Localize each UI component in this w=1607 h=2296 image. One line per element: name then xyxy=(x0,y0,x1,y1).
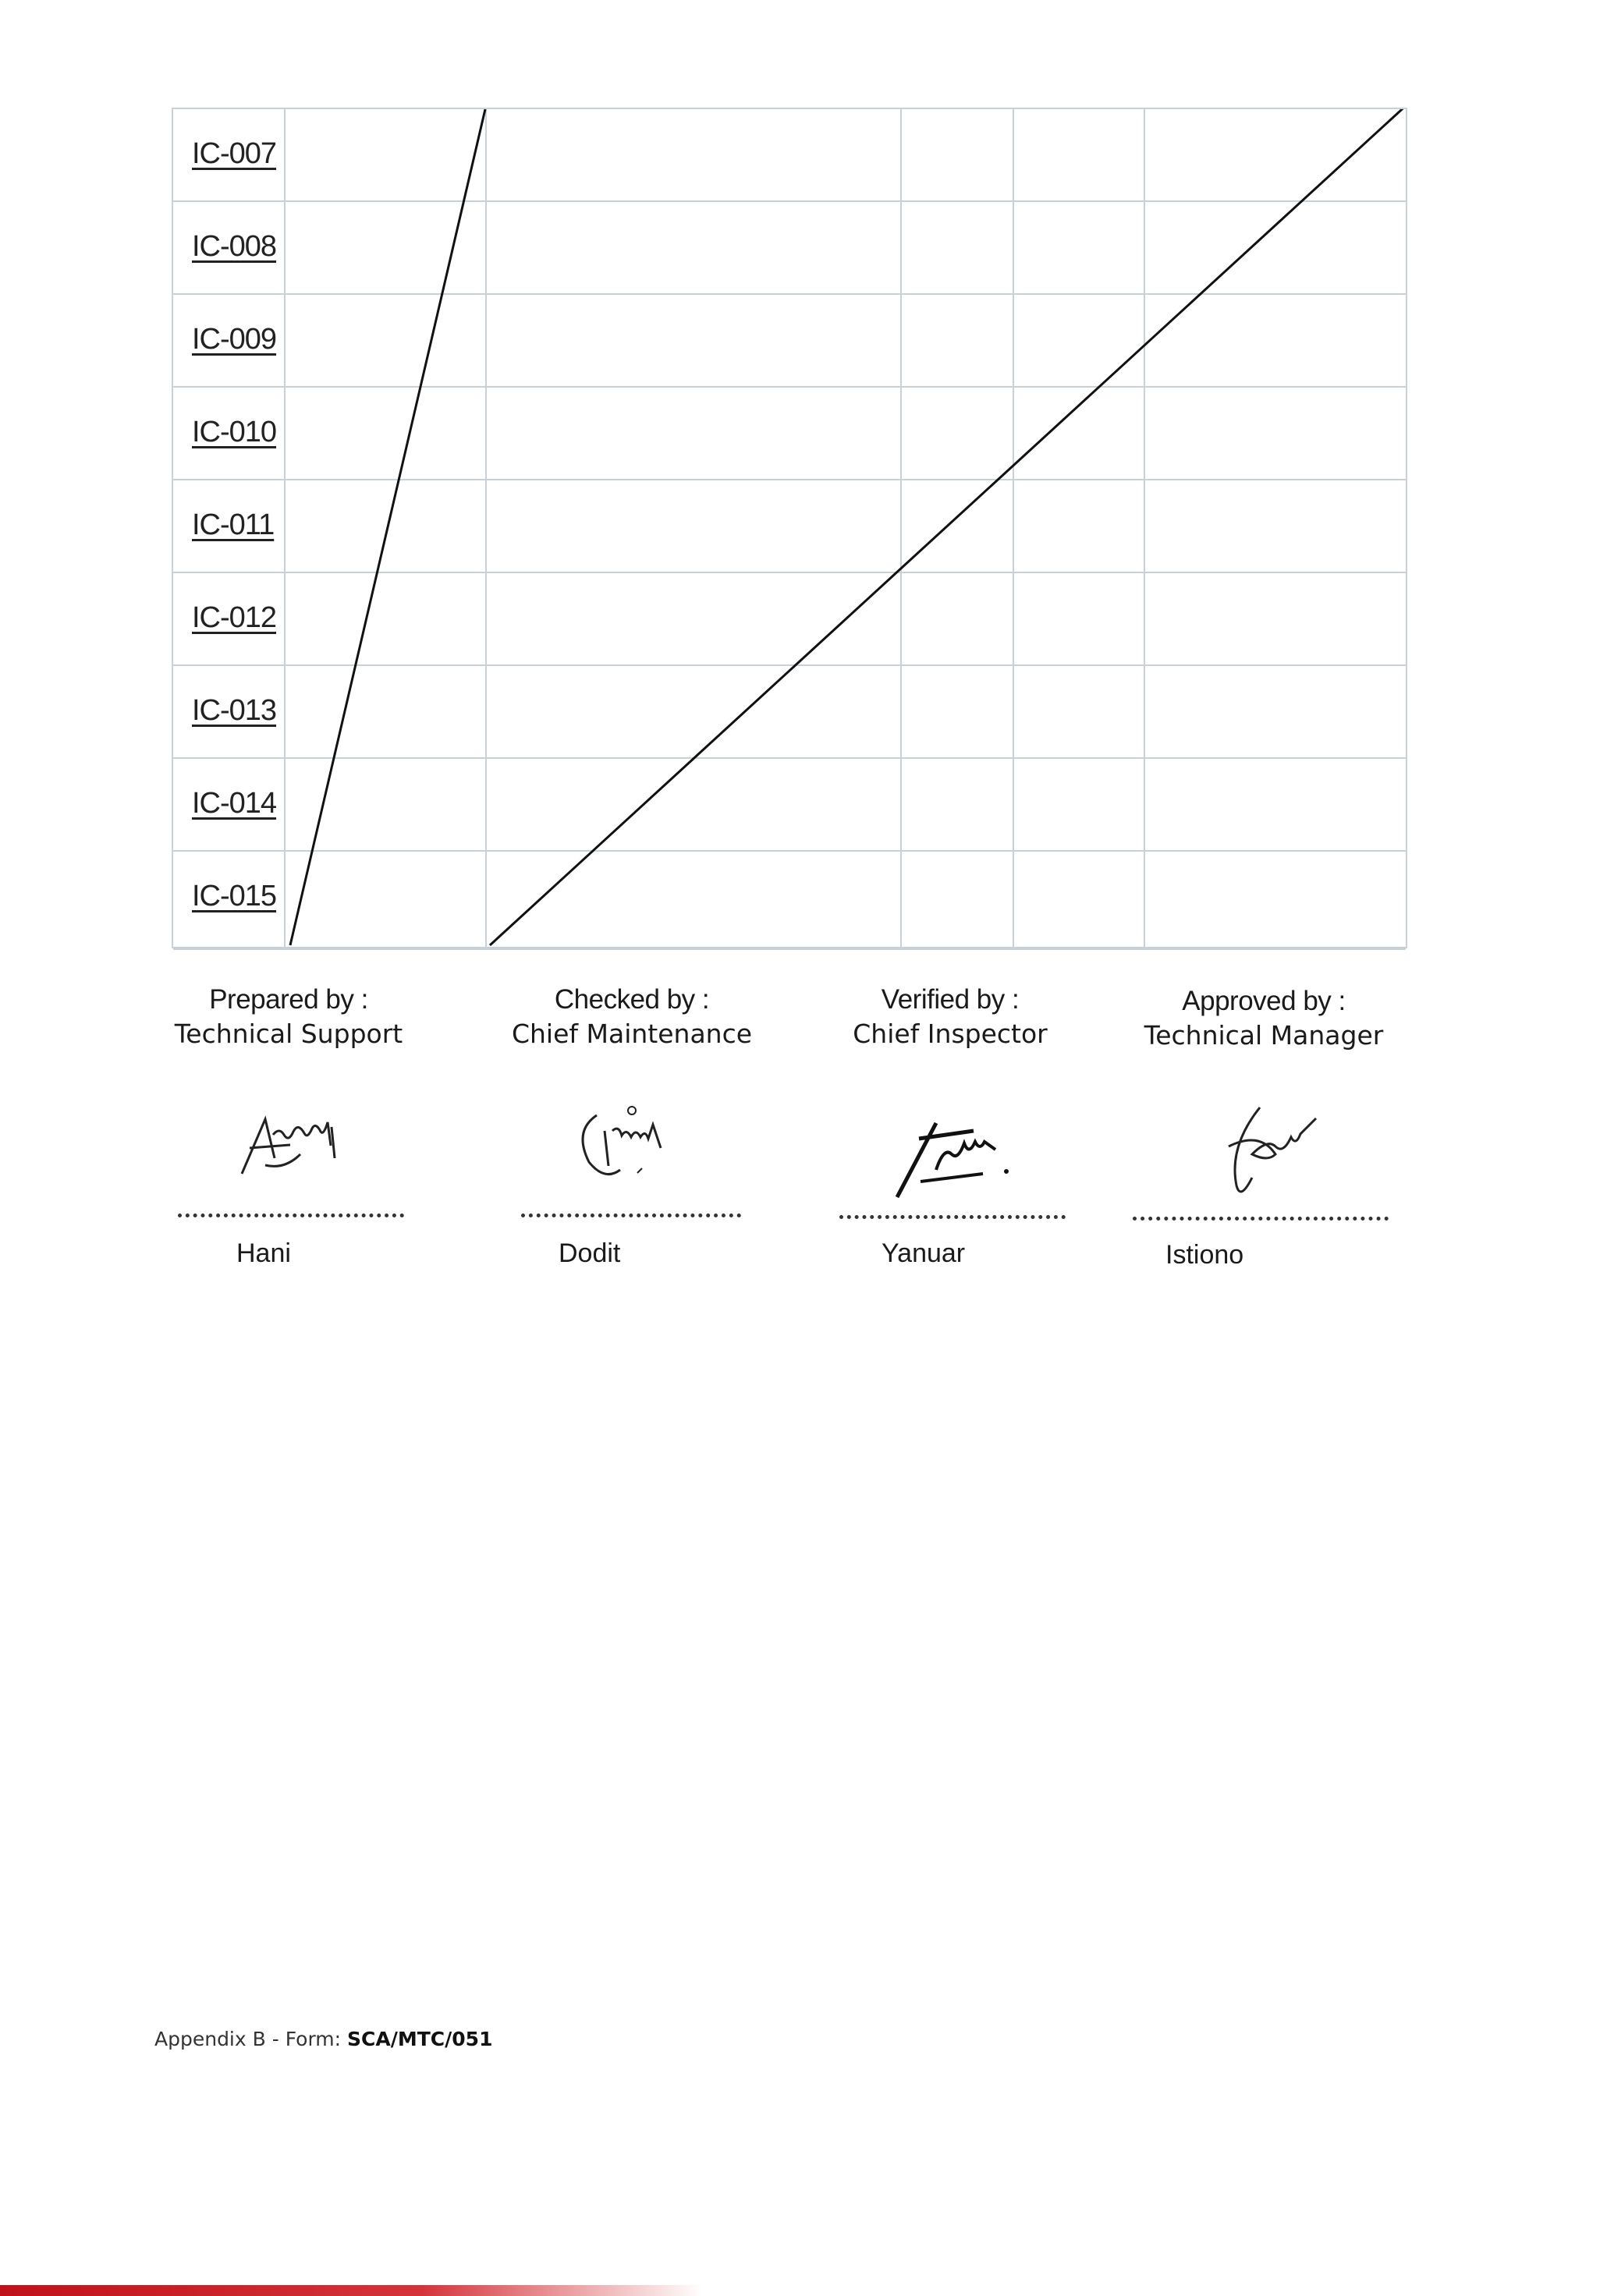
checked-by-block xyxy=(499,983,764,1051)
strike-line-diagonal xyxy=(490,109,1409,945)
sig-name: Hani xyxy=(236,1238,291,1268)
approved-signature xyxy=(1205,1100,1330,1209)
sig-title: Technical Support xyxy=(174,1019,403,1049)
row-label: IC-010 xyxy=(192,416,277,448)
sig-title: Technical Manager xyxy=(1144,1020,1384,1051)
sig-role: Checked by : xyxy=(554,984,710,1015)
sig-role: Verified by : xyxy=(881,984,1020,1015)
sig-title: Chief Inspector xyxy=(853,1019,1048,1049)
form-reference xyxy=(154,2028,492,2050)
inspection-table xyxy=(172,108,1407,948)
row-label: IC-011 xyxy=(192,508,275,541)
sig-title: Chief Maintenance xyxy=(511,1019,753,1049)
signature-line xyxy=(178,1214,404,1217)
cancellation-strikes xyxy=(173,109,1409,950)
form-prefix: Appendix B - Form: xyxy=(154,2028,348,2050)
signature-line xyxy=(1133,1217,1389,1221)
row-label: IC-007 xyxy=(192,137,277,170)
verified-by-block xyxy=(825,983,1075,1051)
row-label: IC-012 xyxy=(192,601,277,634)
sig-name: Dodit xyxy=(559,1238,621,1268)
sig-role: Prepared by : xyxy=(209,984,368,1015)
verified-signature xyxy=(889,1107,1022,1201)
prepared-signature xyxy=(226,1100,367,1185)
sig-name: Istiono xyxy=(1165,1240,1244,1270)
signature-line xyxy=(839,1215,1066,1219)
sig-role: Approved by : xyxy=(1182,986,1346,1016)
signature-line xyxy=(521,1214,741,1217)
sig-name: Yanuar xyxy=(882,1238,966,1268)
row-label: IC-008 xyxy=(192,230,277,263)
row-label: IC-009 xyxy=(192,323,277,356)
prepared-by-block xyxy=(156,983,421,1051)
approved-by-block xyxy=(1131,984,1396,1053)
scan-edge-mark xyxy=(0,2285,702,2296)
checked-signature xyxy=(573,1100,690,1185)
row-label: IC-015 xyxy=(192,880,277,912)
row-label: IC-014 xyxy=(192,787,277,820)
form-code: SCA/MTC/051 xyxy=(347,2028,493,2050)
strike-line-left xyxy=(290,109,485,945)
row-label: IC-013 xyxy=(192,694,277,727)
